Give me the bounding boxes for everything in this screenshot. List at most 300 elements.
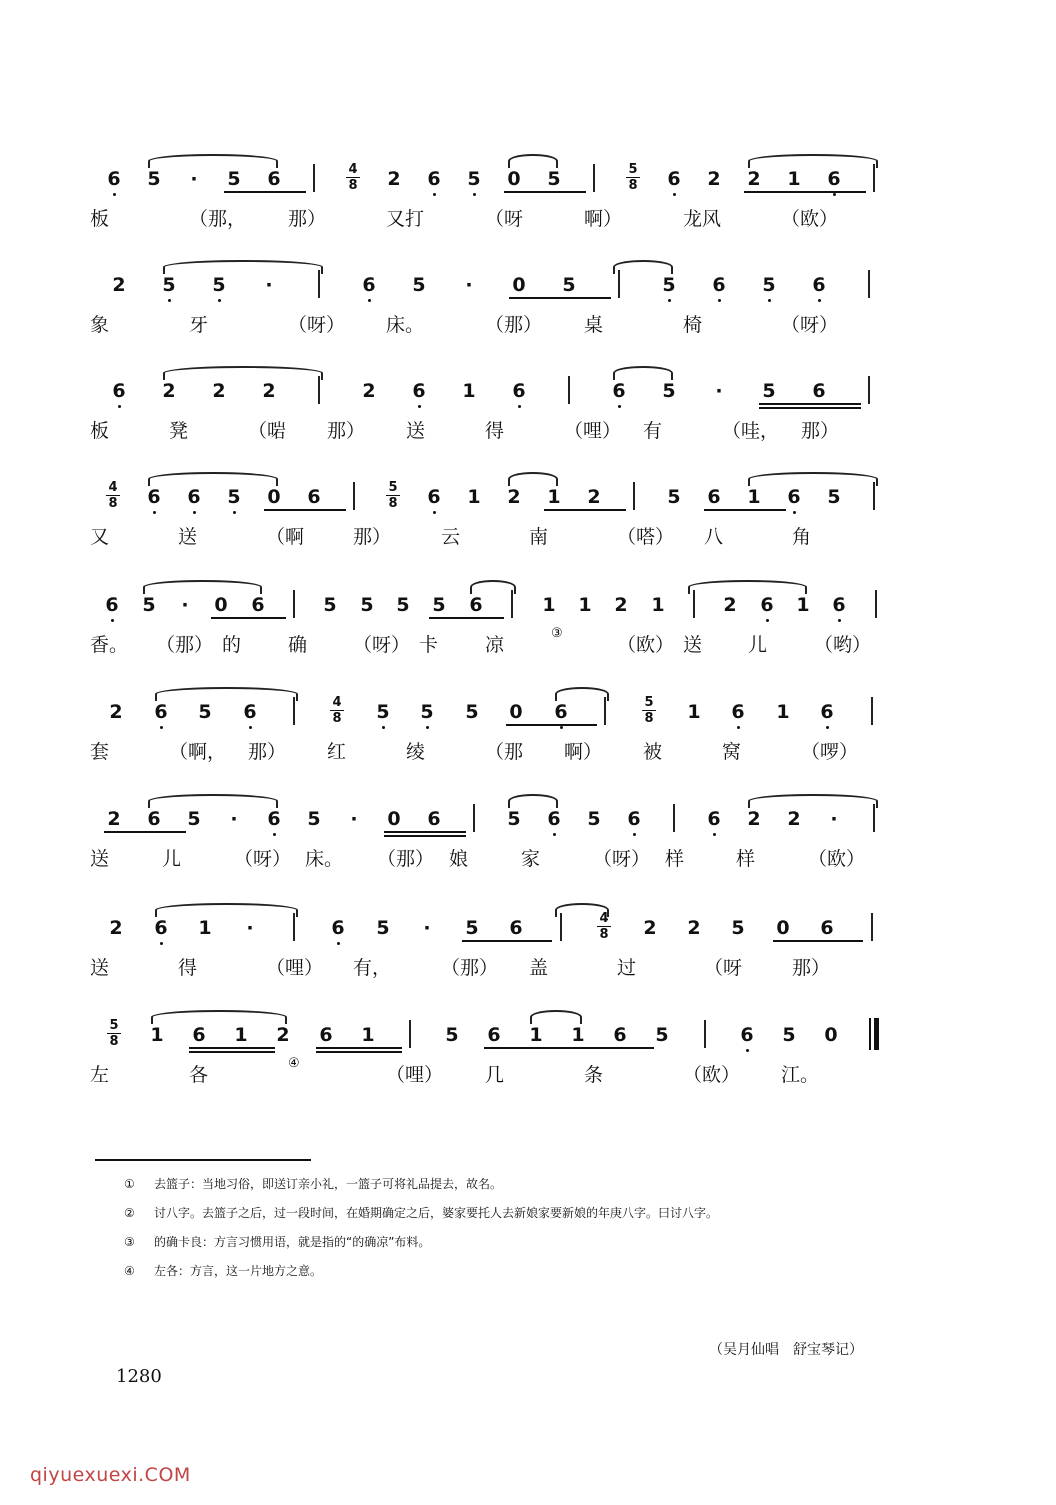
beam-line xyxy=(506,940,552,942)
octave-dot xyxy=(193,511,196,514)
barline xyxy=(673,804,675,832)
lyric: 椅 xyxy=(683,314,703,336)
lyric: 角 xyxy=(792,526,812,548)
lyric: 床。 xyxy=(386,314,425,336)
note: 6 xyxy=(667,168,681,190)
barline xyxy=(293,913,295,941)
note: 2 xyxy=(747,168,761,190)
barline xyxy=(473,804,475,832)
note: 6 xyxy=(147,808,161,830)
octave-dot xyxy=(618,405,621,408)
octave-dot xyxy=(168,299,171,302)
lyric: （呀 xyxy=(485,208,524,230)
note: 6 xyxy=(267,168,281,190)
octave-dot xyxy=(518,405,521,408)
note: · xyxy=(715,380,723,402)
octave-dot xyxy=(553,833,556,836)
lyric: 江。 xyxy=(781,1064,820,1086)
time-signature-numerator: 5 xyxy=(628,162,638,177)
lyric: 儿 xyxy=(162,848,182,870)
lyric: 龙风 xyxy=(683,208,722,230)
note: 5 xyxy=(445,1024,459,1046)
note: 6 xyxy=(427,168,441,190)
lyric: 红 xyxy=(327,741,347,763)
note: 2 xyxy=(507,486,521,508)
lyric: 被 xyxy=(643,741,663,763)
octave-dot xyxy=(818,299,821,302)
note: 5 xyxy=(162,274,176,296)
note: 2 xyxy=(107,808,121,830)
octave-dot xyxy=(160,942,163,945)
note: 6 xyxy=(307,486,321,508)
beam-line xyxy=(384,835,426,837)
octave-dot xyxy=(160,726,163,729)
slur-arc xyxy=(748,472,878,486)
barline xyxy=(293,697,295,725)
watermark: qiyuexuexi.COM xyxy=(30,1464,191,1486)
note: 1 xyxy=(467,486,481,508)
beam-line xyxy=(509,297,561,299)
lyric: 样 xyxy=(665,848,685,870)
note: 6 xyxy=(512,380,526,402)
footnote-text: 讨八字。去篮子之后，过一段时间，在婚期确定之后，婆家要托人去新娘家要新娘的年庚八字。曰讨八字。 xyxy=(154,1206,719,1220)
beam-line xyxy=(316,1051,360,1053)
note: 6 xyxy=(412,380,426,402)
note: 1 xyxy=(747,486,761,508)
note: 5 xyxy=(782,1024,796,1046)
footnote-mark: ③ xyxy=(124,1235,135,1249)
lyric: （哩） xyxy=(386,1064,444,1086)
lyric: 又打 xyxy=(386,208,425,230)
slur-arc xyxy=(555,903,609,917)
note: 5 xyxy=(412,274,426,296)
barline xyxy=(873,482,875,510)
footnote-4 xyxy=(124,1262,322,1279)
note: · xyxy=(190,168,198,190)
time-signature-denominator: 8 xyxy=(109,1034,119,1049)
beam-line xyxy=(189,1047,233,1049)
lyrics-line xyxy=(90,953,900,981)
note: 5 xyxy=(376,701,390,723)
lyric: 凳 xyxy=(169,420,189,442)
beam-line xyxy=(424,835,466,837)
note: 2 xyxy=(707,168,721,190)
note: · xyxy=(423,917,431,939)
note: 2 xyxy=(109,917,123,939)
octave-dot xyxy=(718,299,721,302)
lyrics-line xyxy=(90,737,900,765)
notes-line xyxy=(90,372,900,412)
slur-arc xyxy=(613,260,673,274)
time-signature-denominator: 8 xyxy=(348,178,358,193)
note: 1 xyxy=(361,1024,375,1046)
note: 6 xyxy=(147,486,161,508)
lyric: （啊， xyxy=(169,741,227,763)
note: 5 xyxy=(507,808,521,830)
barline xyxy=(511,590,513,618)
note: 0 xyxy=(267,486,281,508)
lyric: 那） xyxy=(353,526,392,548)
note: 6 xyxy=(427,486,441,508)
note: · xyxy=(181,594,189,616)
beam-line xyxy=(544,509,586,511)
barline xyxy=(293,590,295,618)
note: 6 xyxy=(547,808,561,830)
lyric: 板 xyxy=(90,208,110,230)
note: 6 xyxy=(820,701,834,723)
beam-line xyxy=(466,617,504,619)
lyrics-line xyxy=(90,522,900,550)
time-signature xyxy=(346,162,360,193)
octave-dot xyxy=(233,511,236,514)
lyric: 那） xyxy=(288,208,327,230)
octave-dot xyxy=(793,511,796,514)
note: 5 xyxy=(187,808,201,830)
beam-line xyxy=(584,509,626,511)
note: 6 xyxy=(812,274,826,296)
beam-line xyxy=(264,509,306,511)
note: 5 xyxy=(212,274,226,296)
octave-dot xyxy=(368,299,371,302)
lyric: 儿 xyxy=(748,634,768,656)
lyrics-line xyxy=(90,1056,900,1088)
note: 5 xyxy=(762,274,776,296)
beam-line xyxy=(744,191,786,193)
slur-arc xyxy=(748,794,878,808)
slur-arc xyxy=(148,472,278,486)
beam-line xyxy=(809,403,861,405)
barline xyxy=(868,270,870,298)
note: 6 xyxy=(832,594,846,616)
octave-dot xyxy=(766,619,769,622)
lyric: 得 xyxy=(178,957,198,979)
note: 1 xyxy=(787,168,801,190)
time-signature-denominator: 8 xyxy=(628,178,638,193)
slur-arc xyxy=(688,580,807,594)
note: 1 xyxy=(687,701,701,723)
beam-line xyxy=(824,191,866,193)
note: 6 xyxy=(487,1024,501,1046)
note: 6 xyxy=(187,486,201,508)
note: 2 xyxy=(362,380,376,402)
octave-dot xyxy=(426,726,429,729)
slur-arc xyxy=(555,687,609,701)
lyric: 香。 xyxy=(90,634,129,656)
page-number: 1280 xyxy=(116,1366,162,1387)
note: 5 xyxy=(198,701,212,723)
beam-line xyxy=(484,1047,528,1049)
note: 6 xyxy=(112,380,126,402)
lyric: 几 xyxy=(485,1064,505,1086)
slur-arc xyxy=(143,580,262,594)
lyric: （啰） xyxy=(801,741,859,763)
octave-dot xyxy=(273,833,276,836)
time-signature xyxy=(330,695,344,726)
time-signature-numerator: 5 xyxy=(644,695,654,710)
lyrics-line xyxy=(90,416,900,444)
notes-line xyxy=(90,266,900,306)
lyric: 家 xyxy=(521,848,541,870)
time-signature-numerator: 5 xyxy=(109,1018,119,1033)
note: 2 xyxy=(212,380,226,402)
slur-arc xyxy=(748,154,878,168)
note: 2 xyxy=(614,594,628,616)
octave-dot xyxy=(746,1049,749,1052)
beam-line xyxy=(506,724,552,726)
lyric: 南 xyxy=(529,526,549,548)
note: 5 xyxy=(827,486,841,508)
lyric: 绫 xyxy=(406,741,426,763)
note: 6 xyxy=(740,1024,754,1046)
barline xyxy=(618,270,620,298)
note: 1 xyxy=(578,594,592,616)
barline xyxy=(353,482,355,510)
octave-dot xyxy=(337,942,340,945)
octave-dot xyxy=(768,299,771,302)
footnote-text: 左各：方言，这一片地方之意。 xyxy=(154,1264,323,1278)
lyric: 那） xyxy=(801,420,840,442)
note: 2 xyxy=(162,380,176,402)
octave-dot xyxy=(673,193,676,196)
slur-arc xyxy=(148,794,278,808)
footnote-1 xyxy=(124,1175,502,1192)
time-signature-denominator: 8 xyxy=(332,711,342,726)
octave-dot xyxy=(668,299,671,302)
barline xyxy=(593,164,595,192)
lyric: （呀） xyxy=(593,848,651,870)
lyric: 板 xyxy=(90,420,110,442)
barline xyxy=(873,164,875,192)
notes-line xyxy=(90,478,900,518)
lyric: （哇， xyxy=(722,420,780,442)
beam-line xyxy=(759,407,811,409)
beam-line xyxy=(429,617,467,619)
slur-arc xyxy=(163,260,323,274)
note: 1 xyxy=(776,701,790,723)
octave-dot xyxy=(737,726,740,729)
time-signature xyxy=(386,480,400,511)
octave-dot xyxy=(433,511,436,514)
note: 6 xyxy=(154,917,168,939)
note: 6 xyxy=(731,701,745,723)
note: 5 xyxy=(587,808,601,830)
note: 0 xyxy=(776,917,790,939)
octave-dot xyxy=(833,193,836,196)
lyric: （那） xyxy=(485,314,543,336)
beam-line xyxy=(224,191,266,193)
time-signature xyxy=(107,1018,121,1049)
octave-dot xyxy=(111,619,114,622)
lyric: （哩） xyxy=(564,420,622,442)
beam-line xyxy=(544,191,586,193)
lyric: 凉 xyxy=(485,634,505,656)
lyric: 样 xyxy=(736,848,756,870)
note: 1 xyxy=(547,486,561,508)
lyric: （那） xyxy=(156,634,214,656)
notes-line xyxy=(90,909,900,949)
lyric: （那， xyxy=(189,208,247,230)
note: 6 xyxy=(362,274,376,296)
lyric: 条 xyxy=(584,1064,604,1086)
lyric: 送 xyxy=(683,634,703,656)
lyric: 左 xyxy=(90,1064,110,1086)
lyric: 送 xyxy=(406,420,426,442)
barline xyxy=(633,482,635,510)
lyric: 床。 xyxy=(305,848,344,870)
time-signature-numerator: 5 xyxy=(388,480,398,495)
note: 6 xyxy=(105,594,119,616)
note: 6 xyxy=(427,808,441,830)
footnote-mark: ④ xyxy=(124,1264,135,1278)
beam-line xyxy=(384,831,426,833)
note: 5 xyxy=(762,380,776,402)
note: 5 xyxy=(662,274,676,296)
time-signature-denominator: 8 xyxy=(108,496,118,511)
note: 2 xyxy=(387,168,401,190)
note: 6 xyxy=(712,274,726,296)
note: 6 xyxy=(827,168,841,190)
note: 5 xyxy=(432,594,446,616)
note: 6 xyxy=(787,486,801,508)
note: 1 xyxy=(651,594,665,616)
lyric: （嗒） xyxy=(617,526,675,548)
barline xyxy=(318,376,320,404)
note: 2 xyxy=(787,808,801,830)
barline xyxy=(871,913,873,941)
barline xyxy=(871,697,873,725)
note: 2 xyxy=(109,701,123,723)
lyrics-line xyxy=(90,626,900,658)
beam-line xyxy=(526,1047,570,1049)
octave-dot xyxy=(382,726,385,729)
lyric: （欧） xyxy=(617,634,675,656)
note: 5 xyxy=(465,701,479,723)
time-signature-numerator: 4 xyxy=(599,911,609,926)
lyric: 送 xyxy=(178,526,198,548)
note: 2 xyxy=(262,380,276,402)
note: 0 xyxy=(214,594,228,616)
note: 1 xyxy=(234,1024,248,1046)
barline-thick xyxy=(874,1018,879,1050)
barline xyxy=(873,804,875,832)
lyric: 又 xyxy=(90,526,110,548)
beam-line xyxy=(504,191,546,193)
note: 6 xyxy=(707,808,721,830)
lyrics-line xyxy=(90,204,900,232)
footnote-mark: ① xyxy=(124,1177,135,1191)
octave-dot xyxy=(249,726,252,729)
slur-arc xyxy=(508,154,558,168)
lyric: 过 xyxy=(617,957,637,979)
footnote-ref: ③ xyxy=(551,626,563,641)
barline xyxy=(875,590,877,618)
note: 1 xyxy=(462,380,476,402)
time-signature xyxy=(642,695,656,726)
beam-line xyxy=(231,1047,275,1049)
lyric: （那） xyxy=(377,848,435,870)
time-signature xyxy=(626,162,640,193)
note: 6 xyxy=(820,917,834,939)
lyric: （那 xyxy=(485,741,524,763)
notes-line xyxy=(90,586,900,626)
lyric: （呀） xyxy=(288,314,346,336)
note: 2 xyxy=(723,594,737,616)
beam-line xyxy=(568,1047,612,1049)
lyric: 的 xyxy=(222,634,242,656)
note: 5 xyxy=(307,808,321,830)
slur-arc xyxy=(155,903,298,917)
note: 5 xyxy=(667,486,681,508)
lyric: （啊 xyxy=(266,526,305,548)
note: 5 xyxy=(420,701,434,723)
beam-line xyxy=(462,940,508,942)
beam-line xyxy=(704,509,746,511)
lyric: 娘 xyxy=(449,848,469,870)
beam-line xyxy=(424,831,466,833)
slur-arc xyxy=(613,366,673,380)
note: · xyxy=(246,917,254,939)
lyric: （欧） xyxy=(808,848,866,870)
beam-line xyxy=(610,1047,654,1049)
note: 5 xyxy=(142,594,156,616)
octave-dot xyxy=(560,726,563,729)
note: 5 xyxy=(147,168,161,190)
lyric: 有， xyxy=(353,957,392,979)
footnote-ref: ④ xyxy=(288,1056,300,1071)
beam-line xyxy=(759,403,811,405)
time-signature-denominator: 8 xyxy=(644,711,654,726)
octave-dot xyxy=(838,619,841,622)
note: 6 xyxy=(554,701,568,723)
lyric: （呀） xyxy=(234,848,292,870)
note: 1 xyxy=(198,917,212,939)
note: 5 xyxy=(731,917,745,939)
octave-dot xyxy=(218,299,221,302)
note: 5 xyxy=(465,917,479,939)
notes-line xyxy=(90,693,900,733)
octave-dot xyxy=(433,193,436,196)
lyric: 桌 xyxy=(584,314,604,336)
beam-line xyxy=(773,940,819,942)
note: 1 xyxy=(542,594,556,616)
slur-arc xyxy=(148,154,278,168)
lyric: 牙 xyxy=(189,314,209,336)
beam-line xyxy=(189,1051,233,1053)
note: 0 xyxy=(509,701,523,723)
lyric: （啱 xyxy=(248,420,287,442)
note: 1 xyxy=(150,1024,164,1046)
note: 6 xyxy=(707,486,721,508)
beam-line xyxy=(784,191,826,193)
beam-line xyxy=(231,1051,275,1053)
lyric: 盖 xyxy=(529,957,549,979)
lyric: 套 xyxy=(90,741,110,763)
lyric: 象 xyxy=(90,314,110,336)
notes-line xyxy=(90,160,900,200)
note: 0 xyxy=(507,168,521,190)
octave-dot xyxy=(826,726,829,729)
beam-line xyxy=(104,831,146,833)
beam-line xyxy=(358,1051,402,1053)
beam-line xyxy=(264,191,306,193)
note: 6 xyxy=(627,808,641,830)
lyrics-line xyxy=(90,310,900,338)
lyric: 送 xyxy=(90,957,110,979)
beam-line xyxy=(809,407,861,409)
note: 6 xyxy=(192,1024,206,1046)
lyric: 送 xyxy=(90,848,110,870)
octave-dot xyxy=(633,833,636,836)
